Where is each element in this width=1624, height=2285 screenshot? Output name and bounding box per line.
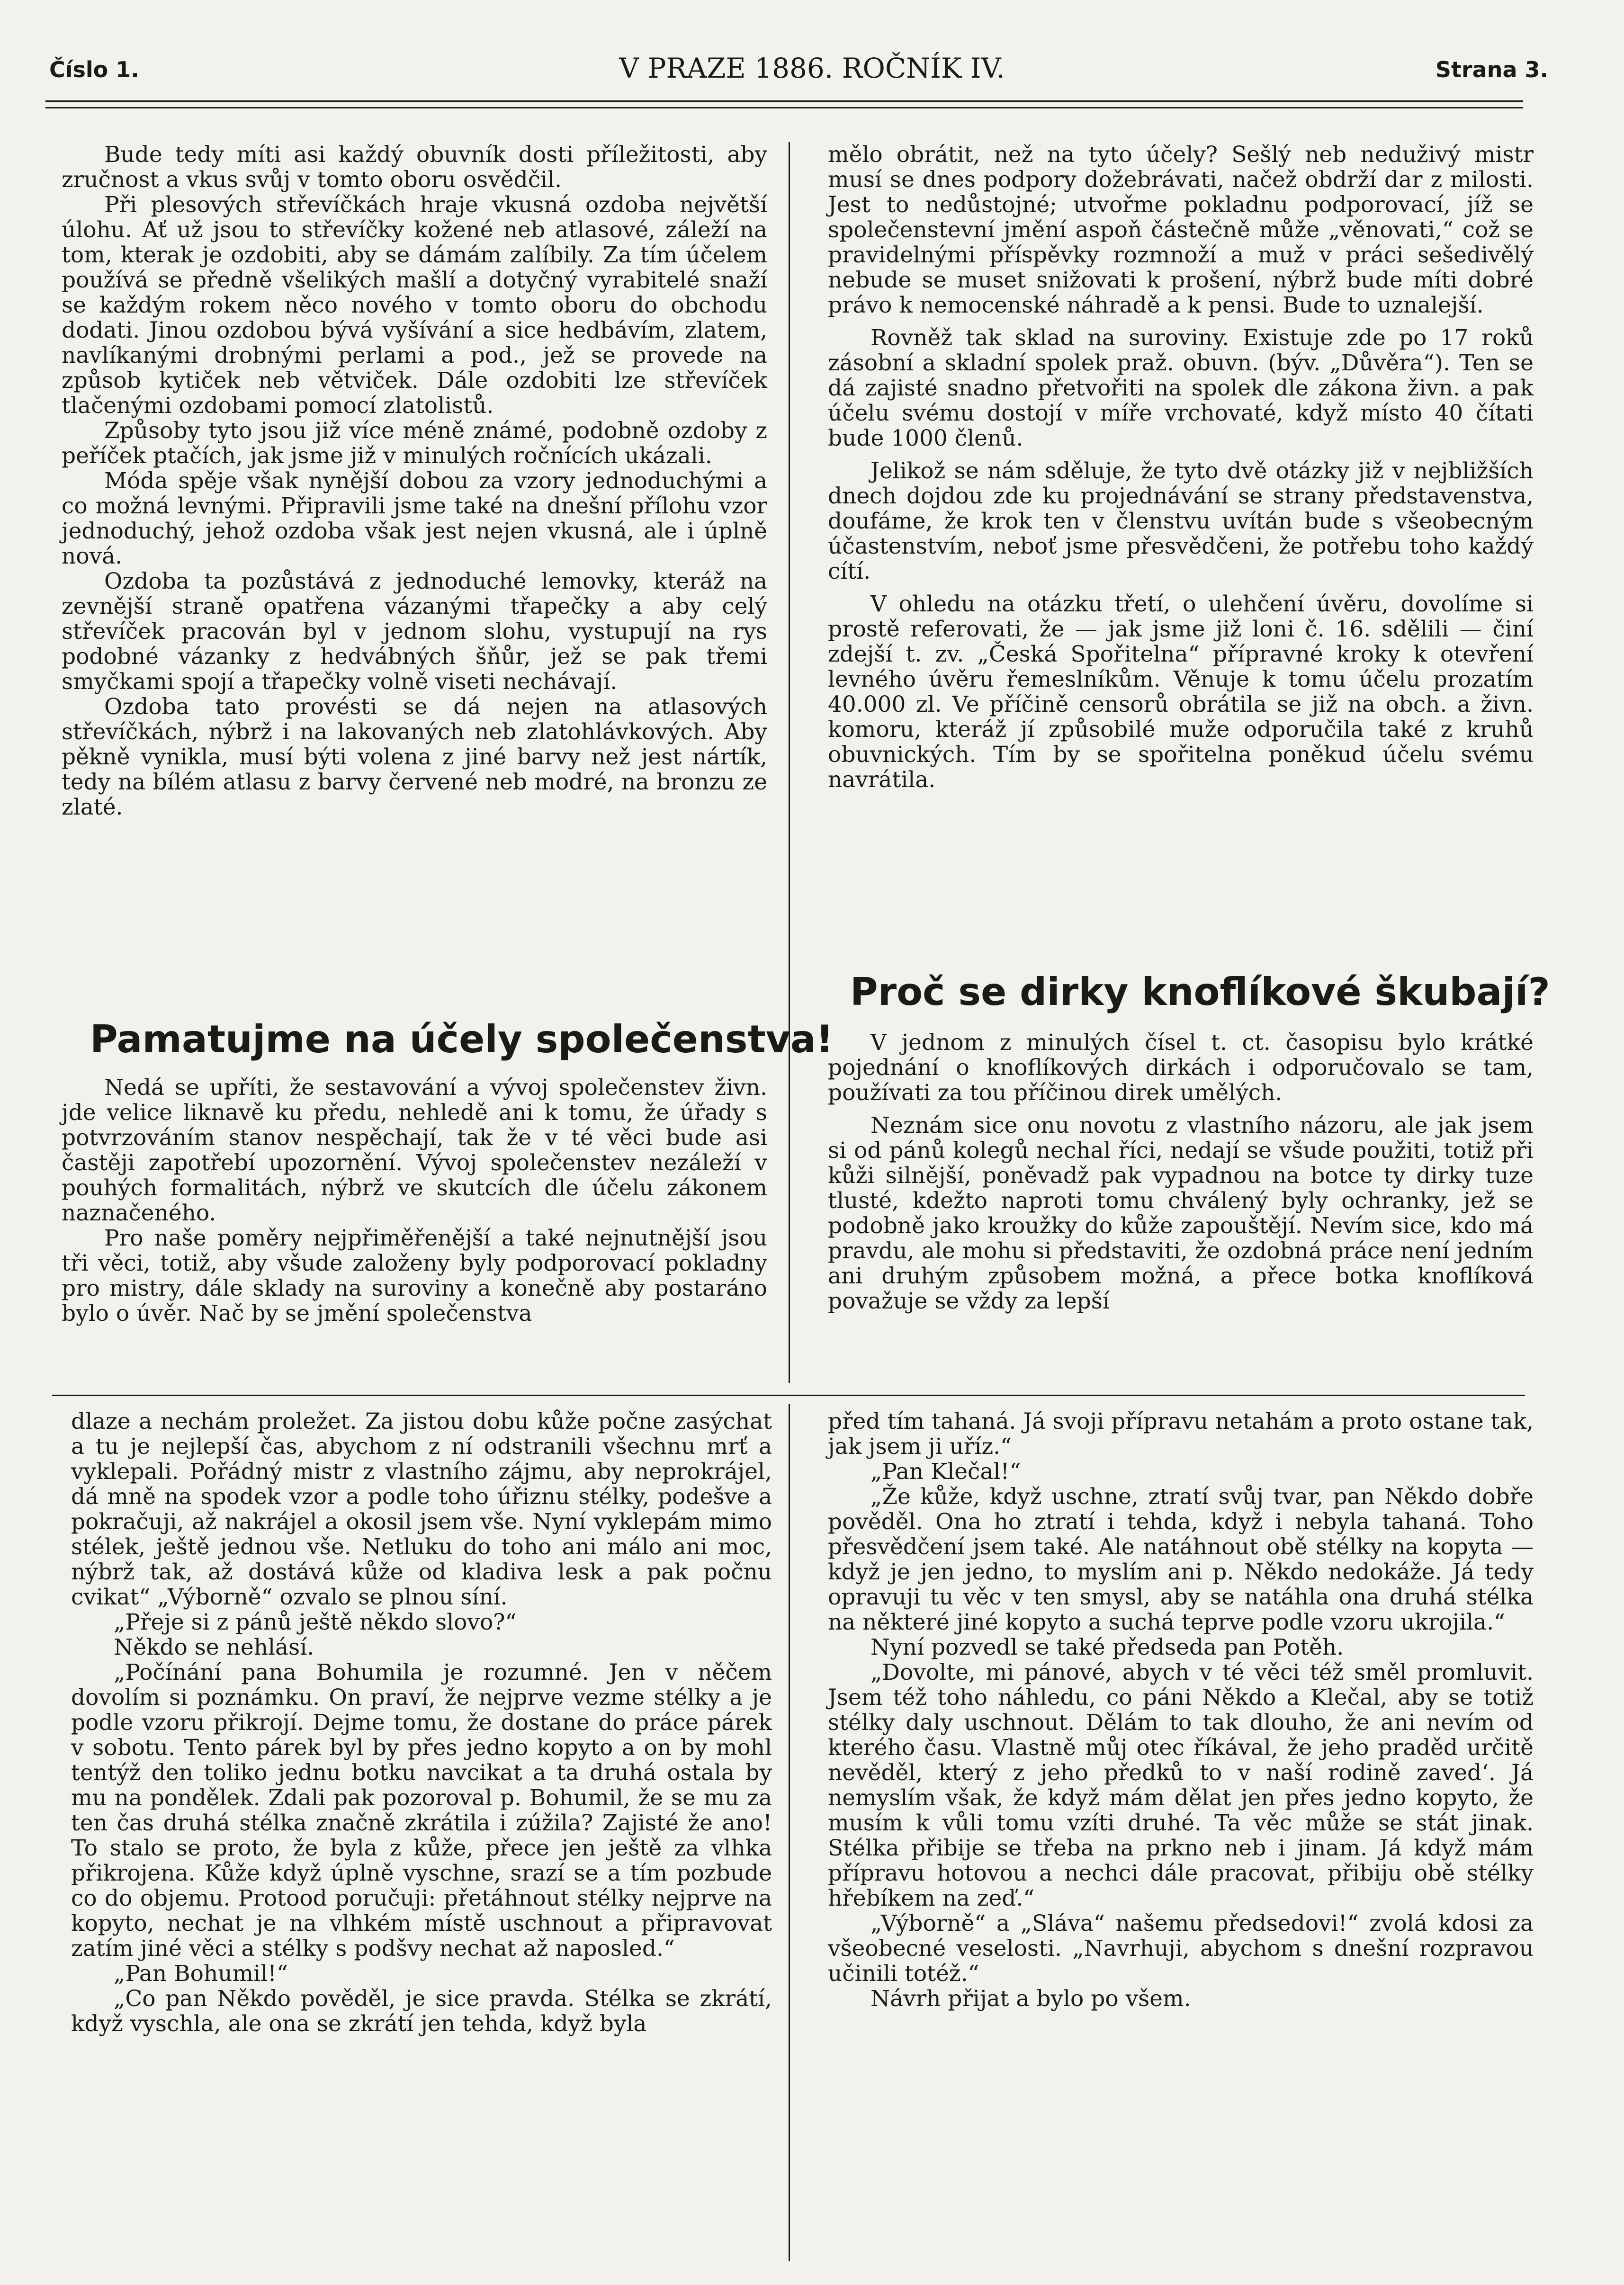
article-heading-1: Pamatujme na účely společenstva! <box>90 1017 834 1061</box>
upper-right-column <box>828 142 1534 792</box>
paragraph: mělo obrátit, než na tyto účely? Sešlý neb neduživý mistr musí se dnes podpory dožebrávati, načež obdrží dar z milosti. Jest to nedůstojné; utvořme pokladnu podporovací, jíž se společenstevní jmění aspoň částečně může „věnovati,“ což se pravidelnými příspěvky rozmnoží a muž v práci sešedivělý nebude se muset snižovati k prošení, nýbrž bude míti dobré právo k nemocenské náhradě a k pensi. Bude to uznalejší. <box>828 142 1534 318</box>
paragraph: „Že kůže, když uschne, ztratí svůj tvar, pan Někdo dobře pověděl. Ona ho ztratí i tehda, když i nebyla tahaná. Toho přesvědčení jsem také. Ale natáhnout obě stélky na kopyta — když je jen jedno, to myslím ani p. Někdo nedokáže. Já tedy opravuji tu věc v ten smysl, aby se natáhla ona druhá stélka na některé jiné kopyto a suchá teprve podle vzoru ukrojila.“ <box>828 1484 1534 1635</box>
paragraph: dlaze a nechám proležet. Za jistou dobu kůže počne zasýchat a tu je nejlepší čas, abychom z ní odstranili všechnu mrť a vyklepali. Pořádný mistr z vlastního zájmu, aby neprokrájel, dá mně na spodek vzor a podle toho úřiznu stélky, podešve a pokračuji, až nakrájel a okosil jsem vše. Nyní vyklepám mimo stélek, ještě jednou vše. Netluku do toho ani málo ani moc, nýbrž tak, až dostává kůže od kladiva lesk a pak počnu cvikat“ „Výborně“ ozvalo se plnou síní. <box>71 1408 772 1610</box>
section-separator <box>52 1395 1525 1396</box>
paragraph: „Počínání pana Bohumila je rozumné. Jen v něčem dovolím si poznámku. On praví, že nejprve vezme stélky a je podle vzoru přikrojí. Dejme tomu, že dostane do práce párek v sobotu. Tento párek byl by přes jedno kopyto a on by mohl tentýž den toliko jednu botku navcikat a ta druhá ostala by mu na pondělek. Zdali pak pozoroval p. Bohumil, že se mu za ten čas druhá stélka značně zkrátila i zúžila? Zajisté že ano! To stalo se proto, že byla z kůže, přece jen ještě za vlhka přikrojena. Kůže když úplně vyschne, srazí se a tím pozbude co do objemu. Protood poručuji: přetáhnout stélky nejprve na kopyto, nechat je na vlhkém místě uschnout a připravovat zatím jiné věci a stélky s podšvy nechat až naposled.“ <box>71 1659 772 1962</box>
paragraph: „Výborně“ a „Sláva“ našemu předsedovi!“ zvolá kdosi za všeobecné veselosti. „Navrhuji, abychom s dnešní rozpravou učinili totéž.“ <box>828 1910 1534 1987</box>
paragraph: Neznám sice onu novotu z vlastního názoru, ale jak jsem si od pánů kolegů nechal říci, nedají se všude použiti, totiž při kůži silnější, poněvadž pak vypadnou na botce ty dirky tuze tlusté, kdežto naproti tomu chválený byly ochranky, jež se podobně jako kroužky do kůže zapouštějí. Nevím sice, kdo má pravdu, ale mohu si představiti, že ozdobná práce není jedním ani druhým způsobem možná, a přece botka knoflíková považuje se vždy za lepší <box>828 1112 1534 1314</box>
paragraph: „Co pan Někdo pověděl, je sice pravda. Stélka se zkrátí, když vyschla, ale ona se zkrátí jen tehda, když byla <box>71 1986 772 2037</box>
article1-body <box>62 1075 767 1326</box>
paragraph: V jednom z minulých čísel t. ct. časopisu bylo krátké pojednání o knoflíkových dirkách i odporučovalo se tam, používati za tou příčinou direk umělých. <box>828 1030 1534 1106</box>
paragraph: Jelikož se nám sděluje, že tyto dvě otázky již v nejbližších dnech dojdou zde ku projednávání se strany představenstva, doufáme, že krok ten v členstvu uvítán bude s všeobecným účastenstvím, neboť jsme přesvědčeni, že potřebu toho každý cítí. <box>828 458 1534 584</box>
masthead-title: V PRAZE 1886. ROČNÍK IV. <box>619 52 1005 84</box>
paragraph: „Dovolte, mi pánové, abych v té věci též směl promluvit. Jsem též toho náhledu, co páni Někdo a Klečal, aby se totiž stélky daly uschnout. Dělám to tak dlouho, že ani nevím od kterého času. Vlastně můj otec říkával, že jeho praděd určitě nevěděl, který z jeho předků to v naší rodině zaved‘. Já nemyslím však, že když mám dělat jen přes jedno kopyto, že musím k vůli tomu vzíti druhé. Ta věc může se stát jinak. Stélka přibije se třeba na prkno neb i jinam. Já když mám přípravu hotovou a nechci dále pracovat, přibiju obě stélky hřebíkem na zeď.“ <box>828 1659 1534 1911</box>
paragraph: „Přeje si z pánů ještě někdo slovo?“ <box>114 1609 517 1635</box>
paragraph: Ozdoba tato provésti se dá nejen na atlasových střevíčkách, nýbrž i na lakovaných neb zlatohlávkových. Aby pěkně vynikla, musí býti volena z jiné barvy než jest nártík, tedy na bílém atlasu z barvy červené neb modré, na bronzu ze zlaté. <box>62 694 767 820</box>
paragraph: Způsoby tyto jsou již více méně známé, podobně ozdoby z peříček ptačích, jak jsme již v minulých ročnících ukázali. <box>62 418 767 469</box>
header-rule <box>45 100 1523 102</box>
paragraph: Bude tedy míti asi každý obuvník dosti příležitosti, aby zručnost a vkus svůj v tomto oboru osvědčil. <box>62 142 767 193</box>
header-rule-double <box>45 107 1523 108</box>
paragraph: Ozdoba ta pozůstává z jednoduché lemovky, kteráž na zevnější straně opatřena vázanými třapečky a aby celý střevíček pracován byl v jednom slohu, vystupují na rys podobné vázanky z hedvábných šňůr, jež se pak třemi smyčkami spojí a třapečky volně viseti nechávají. <box>62 568 767 695</box>
paragraph: Návrh přijat a bylo po všem. <box>870 1986 1191 2012</box>
lower-right-column <box>828 1409 1534 2011</box>
paragraph: před tím tahaná. Já svoji přípravu netahám a proto ostane tak, jak jsem ji uříz.“ <box>828 1408 1534 1460</box>
paragraph: Nedá se upříti, že sestavování a vývoj společenstev živn. jde velice liknavě ku předu, nehledě ani k tomu, že úřady s potvrzováním stanov nespěchají, tak že v té věci bude asi častěji zapotřebí upozornění. Vývoj společenstev nezáleží v pouhých formalitách, nýbrž ve skutcích dle účelu zákonem naznačeného. <box>62 1075 767 1226</box>
paragraph: „Pan Bohumil!“ <box>114 1961 288 1987</box>
column-divider-upper <box>789 142 790 1383</box>
issue-number: Číslo 1. <box>49 57 139 82</box>
paragraph: Nyní pozvedl se také předseda pan Potěh. <box>870 1634 1344 1660</box>
paragraph: „Pan Klečal!“ <box>870 1459 1021 1485</box>
article-heading-2: Proč se dirky knoflíkové škubají? <box>850 970 1550 1014</box>
paragraph: Pro naše poměry nejpřiměřenější a také nejnutnější jsou tři věci, totiž, aby všude založeny byly podporovací pokladny pro mistry, dále sklady na suroviny a konečně aby postaráno bylo o úvěr. Nač by se jmění společenstva <box>62 1225 767 1326</box>
article2-body <box>828 1030 1534 1314</box>
paragraph: Někdo se nehlásí. <box>114 1634 314 1660</box>
paragraph: Móda spěje však nynější dobou za vzory jednoduchými a co možná levnými. Připravili jsme také na dnešní přílohu vzor jednoduchý, jehož ozdoba však jest nejen vkusná, ale i úplně nová. <box>62 468 767 569</box>
upper-left-column <box>62 142 767 820</box>
paragraph: Při plesových střevíčkách hraje vkusná ozdoba největší úlohu. Ať už jsou to střevíčky kožené neb atlasové, záleží na tom, kterak je ozdobiti, aby se dámám zalíbily. Za tím účelem používá se předně všelikých mašlí a dotyčný vyrabitelé snaží se každým rokem něco nového v tomto oboru do obchodu dodati. Jinou ozdobou bývá vyšívání a sice hedbávím, zlatem, navlíkanými drobnými perlami a pod., jež se provede na způsob kytiček neb větviček. Dále ozdobiti lze střevíček tlačenými ozdobami pomocí zlatolistů. <box>62 192 767 419</box>
paragraph: Rovněž tak sklad na suroviny. Existuje zde po 17 roků zásobní a skladní spolek praž. obuvn. (býv. „Důvěra“). Ten se dá zajisté snadno přetvořiti na spolek dle zákona živn. a pak účelu svému dostojí v míře vrchovaté, když místo 40 čítati bude 1000 členů. <box>828 325 1534 451</box>
lower-left-column <box>71 1409 772 2036</box>
paragraph: V ohledu na otázku třetí, o ulehčení úvěru, dovolíme si prostě referovati, že — jak jsme již loni č. 16. sdělili — činí zdejší t. zv. „Česká Spořitelna“ přípravné kroky k otevření levného úvěru řemeslníkům. Věnuje k tomu účelu prozatím 40.000 zl. Ve příčině censorů obrátila se již na obch. a živn. komoru, kteráž jí způsobilé muže odporučila také z kruhů obuvnických. Tím by se spořitelna poněkud účelu svému navrátila. <box>828 591 1534 793</box>
column-divider-lower <box>789 1404 790 2261</box>
page-number: Strana 3. <box>1435 57 1548 82</box>
